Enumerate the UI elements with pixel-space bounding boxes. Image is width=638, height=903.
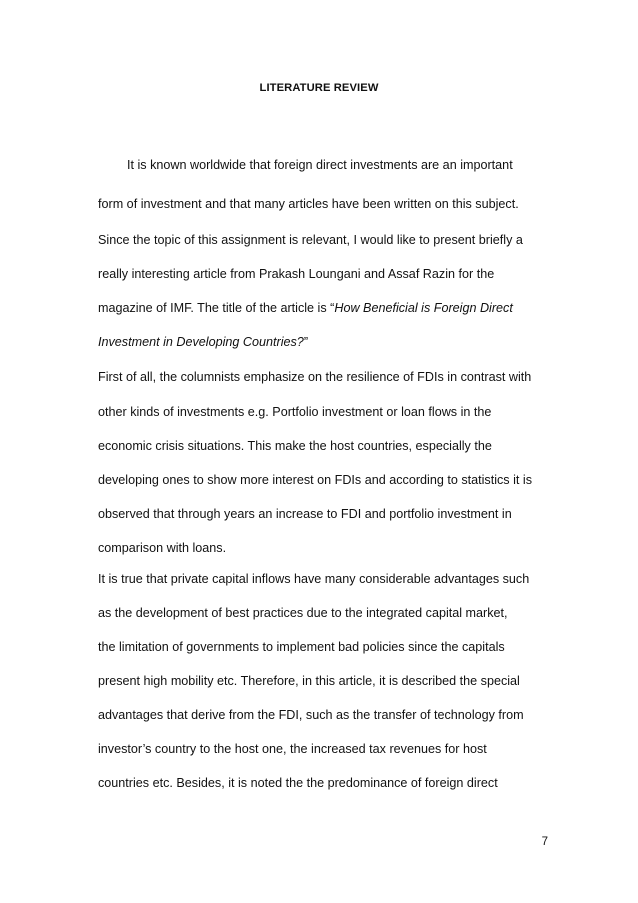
paragraph-line: countries etc. Besides, it is noted the the predominance of foreign direct <box>98 776 498 790</box>
italic-article-title: Investment in Developing Countries? <box>98 335 304 349</box>
page-title: LITERATURE REVIEW <box>259 82 379 94</box>
paragraph-line: investor’s country to the host one, the increased tax revenues for host <box>98 742 487 756</box>
paragraph-line <box>98 334 308 350</box>
paragraph-line: Since the topic of this assignment is relevant, I would like to present briefly a <box>98 233 523 247</box>
paragraph-line: observed that through years an increase to FDI and portfolio investment in <box>98 507 512 521</box>
paragraph-line: First of all, the columnists emphasize on the resilience of FDIs in contrast with <box>98 370 532 384</box>
paragraph-line: the limitation of governments to implement bad policies since the capitals <box>98 640 505 654</box>
paragraph-line: really interesting article from Prakash Loungani and Assaf Razin for the <box>98 267 495 281</box>
text-segment: magazine of IMF. The title of the article is “ <box>98 301 335 315</box>
text-segment: ” <box>303 335 309 349</box>
paragraph-line: economic crisis situations. This make the host countries, especially the <box>98 439 492 453</box>
paragraph-line: as the development of best practices due to the integrated capital market, <box>98 606 508 620</box>
paragraph-line: comparison with loans. <box>98 541 227 555</box>
page-number: 7 <box>541 836 548 848</box>
italic-article-title: How Beneficial is Foreign Direct <box>334 301 513 315</box>
paragraph-line: present high mobility etc. Therefore, in this article, it is described the special <box>98 674 520 688</box>
paragraph-line <box>98 300 513 316</box>
paragraph-line: form of investment and that many articles have been written on this subject. <box>98 197 519 211</box>
paragraph-line: It is true that private capital inflows have many considerable advantages such <box>98 572 530 586</box>
paragraph-line: advantages that derive from the FDI, such as the transfer of technology from <box>98 708 524 722</box>
paragraph-line: developing ones to show more interest on FDIs and according to statistics it is <box>98 473 532 487</box>
paragraph-line: other kinds of investments e.g. Portfolio investment or loan flows in the <box>98 405 492 419</box>
paragraph-line: It is known worldwide that foreign direct investments are an important <box>127 158 513 172</box>
